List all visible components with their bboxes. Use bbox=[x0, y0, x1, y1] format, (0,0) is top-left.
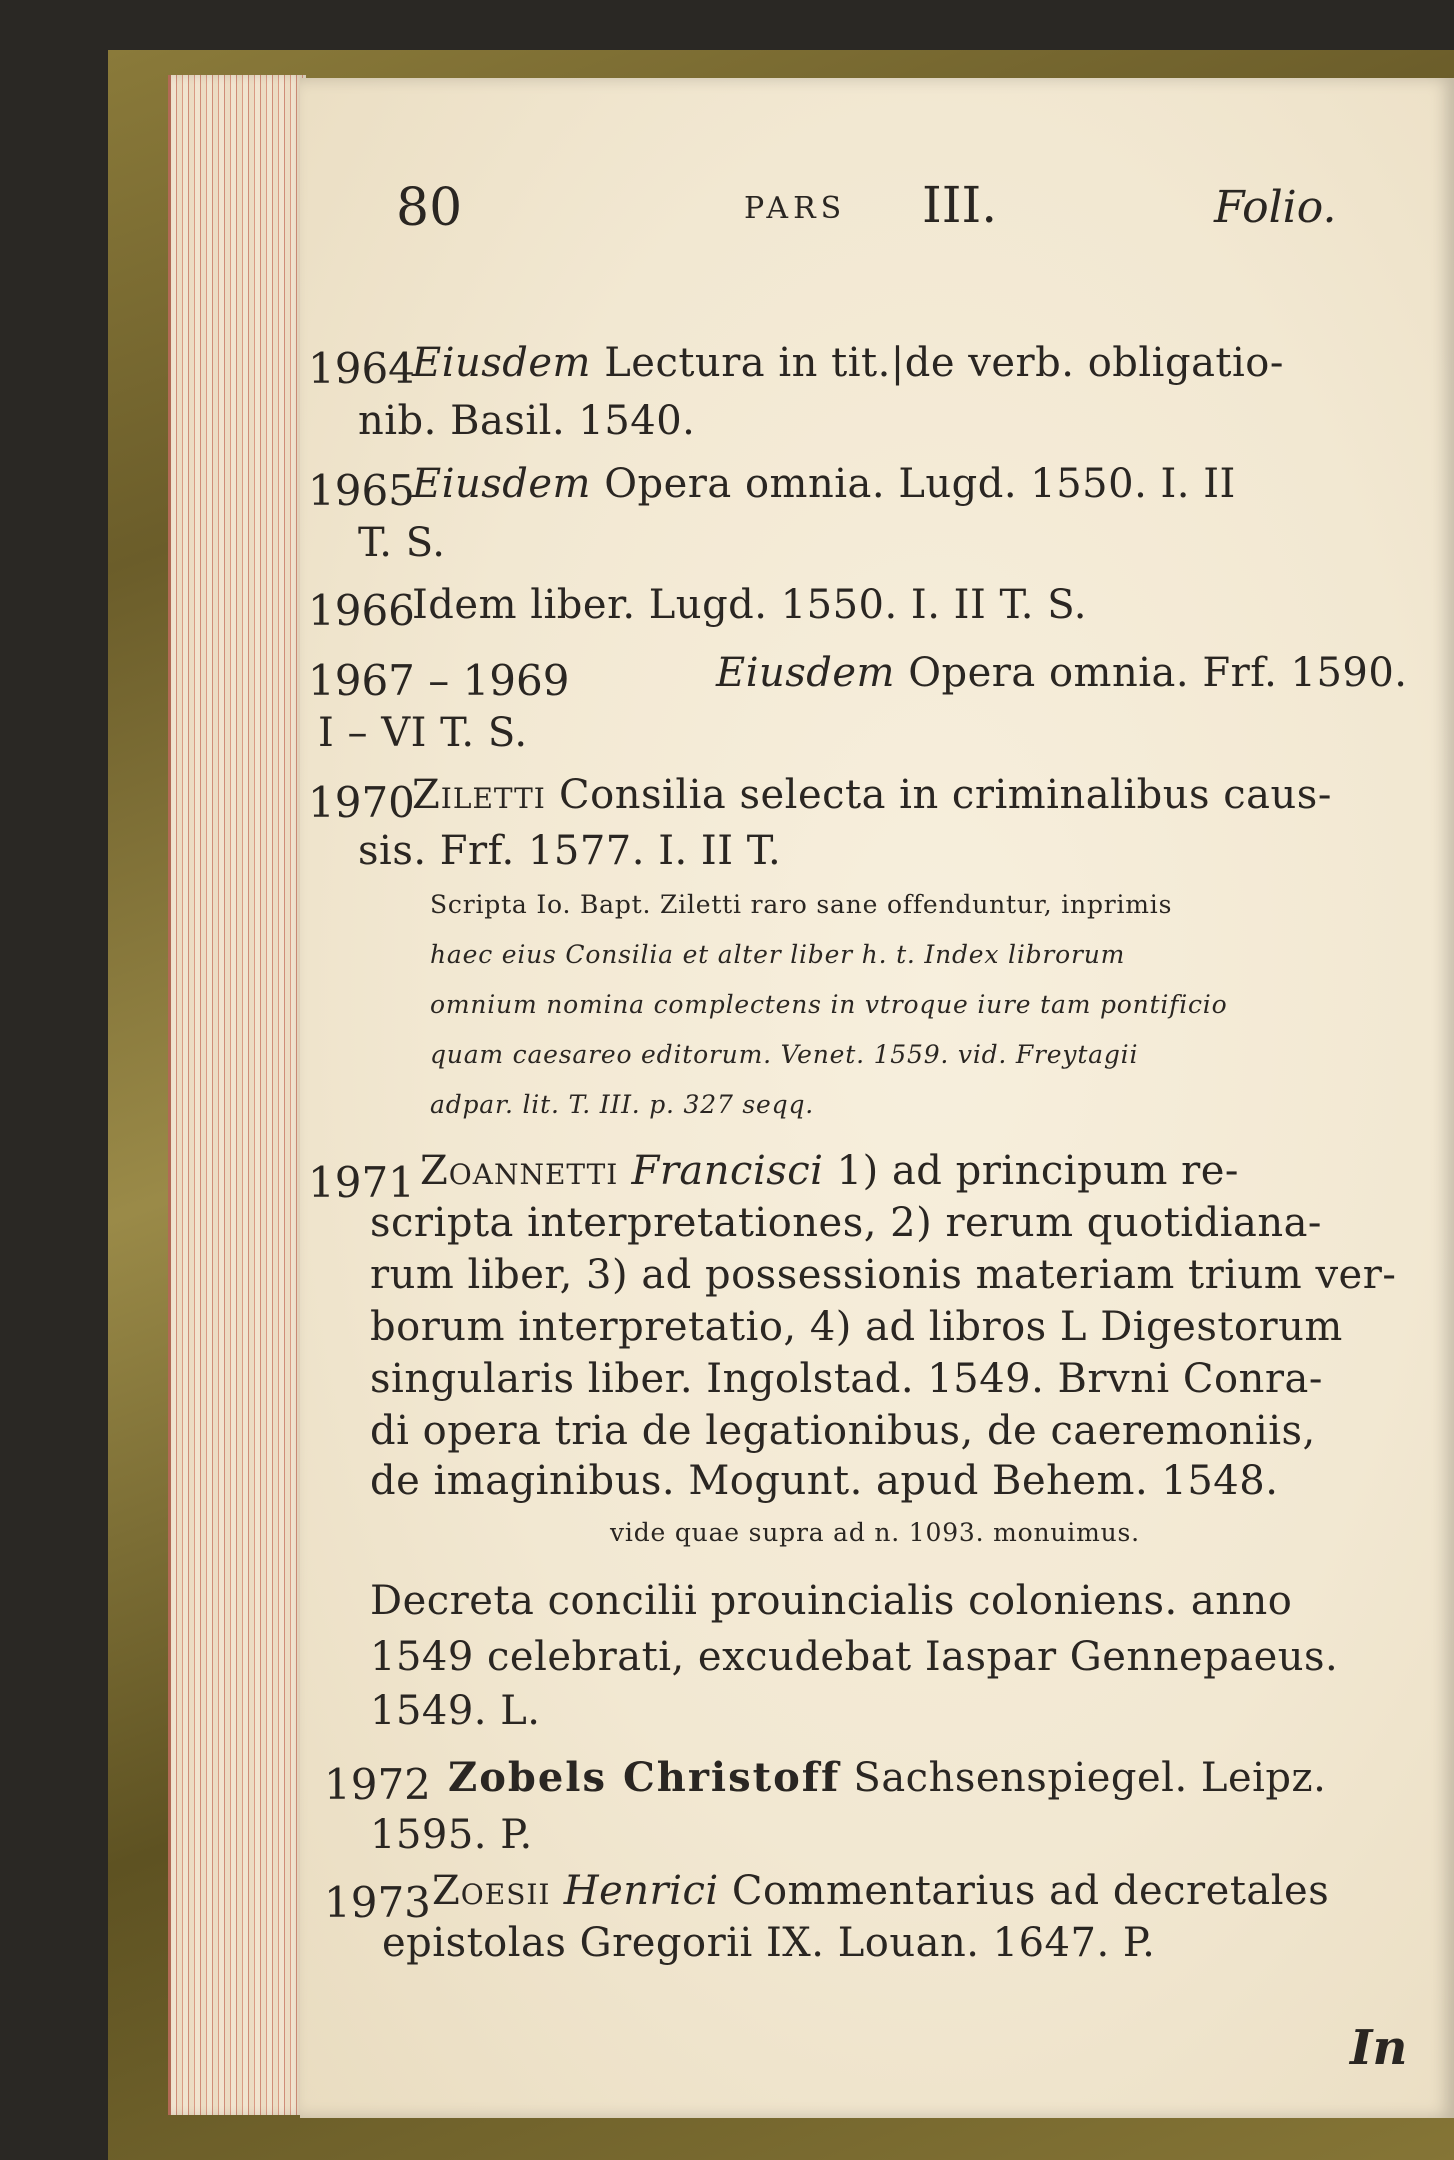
decreta-line: 1549. L. bbox=[370, 1688, 541, 1734]
note-line: vide quae supra ad n. 1093. monuimus. bbox=[610, 1518, 1140, 1547]
page-number: 80 bbox=[396, 178, 463, 238]
entry-line: epistolas Gregorii IX. Louan. 1647. P. bbox=[382, 1920, 1156, 1966]
entry-line: Zobels Christoff Sachsenspiegel. Leipz. bbox=[448, 1754, 1327, 1801]
page-edges bbox=[168, 75, 306, 2115]
entry-line: Zoannetti Francisci 1) ad principum re- bbox=[420, 1148, 1239, 1194]
entry-line: I – VI T. S. bbox=[318, 710, 528, 756]
running-head-roman: III. bbox=[922, 176, 998, 234]
note-line: adpar. lit. T. III. p. 327 seqq. bbox=[430, 1090, 814, 1119]
entry-number: 1964 bbox=[308, 344, 415, 393]
decreta-line: 1549 celebrati, excudebat Iaspar Gennepaeus. bbox=[370, 1634, 1339, 1680]
note-line: haec eius Consilia et alter liber h. t. Index librorum bbox=[430, 940, 1126, 969]
entry-line: T. S. bbox=[358, 520, 446, 566]
entry-line: 1595. P. bbox=[370, 1812, 533, 1858]
entry-line: borum interpretatio, 4) ad libros L Digestorum bbox=[370, 1304, 1343, 1350]
note-line: Scripta Io. Bapt. Ziletti raro sane offenduntur, inprimis bbox=[430, 890, 1173, 919]
entry-number: 1965 bbox=[308, 466, 415, 515]
entry-line: sis. Frf. 1577. I. II T. bbox=[358, 828, 782, 874]
entry-number: 1970 bbox=[308, 778, 415, 827]
catchword: In bbox=[1350, 2020, 1408, 2076]
running-head-format: Folio. bbox=[1214, 182, 1337, 233]
entry-number: 1972 bbox=[324, 1760, 431, 1809]
entry-number: 1966 bbox=[308, 586, 415, 635]
entry-number: 1971 bbox=[308, 1158, 415, 1207]
entry-number: 1967 – 1969 bbox=[308, 656, 570, 705]
note-line: omnium nomina complectens in vtroque iure tam pontificio bbox=[430, 990, 1228, 1019]
entry-line: di opera tria de legationibus, de caeremoniis, bbox=[370, 1408, 1316, 1454]
entry-line: Ziletti Consilia selecta in criminalibus caus- bbox=[412, 772, 1332, 818]
entry-line: Eiusdem Lectura in tit.|de verb. obligatio- bbox=[412, 340, 1284, 386]
decreta-line: Decreta concilii prouincialis coloniens. anno bbox=[370, 1578, 1293, 1624]
running-head-part: PARS bbox=[744, 191, 847, 226]
entry-line: Zoesii Henrici Commentarius ad decretales bbox=[432, 1868, 1330, 1914]
entry-line: Idem liber. Lugd. 1550. I. II T. S. bbox=[412, 582, 1087, 628]
note-line: quam caesareo editorum. Venet. 1559. vid. Freytagii bbox=[430, 1040, 1139, 1069]
entry-line: scripta interpretationes, 2) rerum quotidiana- bbox=[370, 1200, 1322, 1246]
entry-line: Eiusdem Opera omnia. Lugd. 1550. I. II bbox=[412, 461, 1236, 507]
entry-line: nib. Basil. 1540. bbox=[358, 398, 696, 444]
entry-number: 1973 bbox=[324, 1878, 431, 1927]
entry-line: rum liber, 3) ad possessionis materiam trium ver- bbox=[370, 1252, 1397, 1298]
entry-line: singularis liber. Ingolstad. 1549. Brvni Conra- bbox=[370, 1356, 1323, 1402]
entry-line: Eiusdem Opera omnia. Frf. 1590. bbox=[716, 650, 1408, 696]
book-page bbox=[300, 78, 1454, 2118]
entry-line: de imaginibus. Mogunt. apud Behem. 1548. bbox=[370, 1458, 1279, 1504]
